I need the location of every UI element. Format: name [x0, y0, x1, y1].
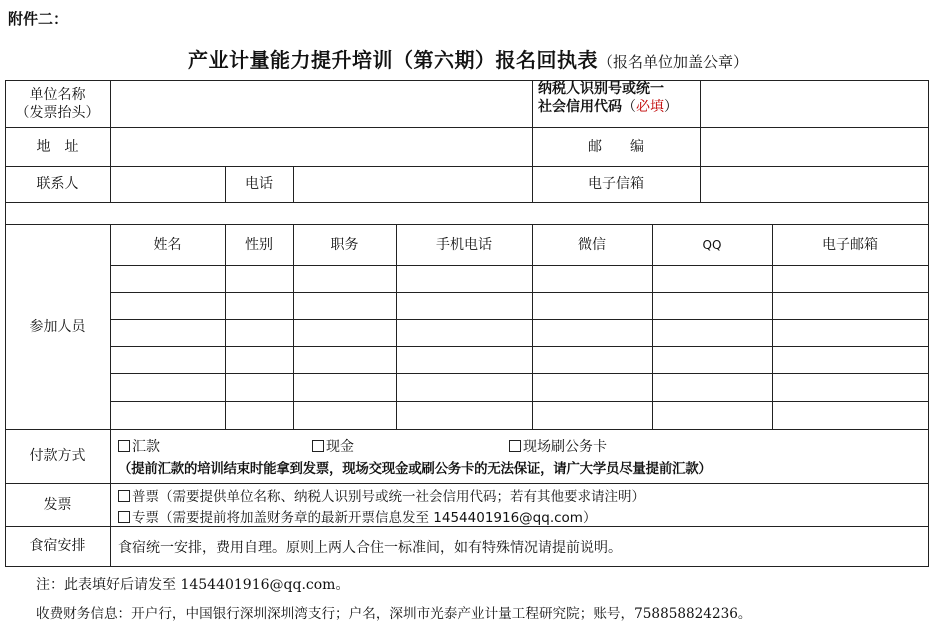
col-email: 电子邮箱	[822, 236, 878, 253]
phone-label: 电话	[245, 176, 273, 192]
invoice-option-normal-label: 普票（需要提供单位名称、纳税人识别号或统一社会信用代码；若有其他要求请注明）	[132, 489, 645, 505]
checkbox-icon[interactable]	[118, 440, 130, 452]
tax-id-label	[538, 80, 700, 127]
tax-id-field[interactable]	[701, 81, 928, 127]
attachment-label: 附件二：	[8, 10, 69, 28]
email-field[interactable]	[701, 167, 928, 202]
email-label: 电子信箱	[588, 176, 644, 192]
table-row[interactable]	[111, 374, 928, 401]
tax-id-label-line1: 纳税人识别号或统一	[538, 81, 664, 97]
phone-field[interactable]	[294, 167, 532, 202]
payment-option-cash[interactable]	[312, 436, 354, 456]
tax-required-close: ）	[664, 99, 678, 115]
payment-label: 付款方式	[29, 448, 86, 464]
payment-option-cash-label: 现金	[326, 439, 354, 455]
company-name-label	[5, 80, 110, 127]
invoice-label: 发票	[43, 496, 72, 513]
checkbox-icon[interactable]	[312, 440, 324, 452]
table-row[interactable]	[111, 266, 928, 292]
checkbox-icon[interactable]	[509, 440, 521, 452]
table-row[interactable]	[111, 320, 928, 346]
payment-option-transfer[interactable]	[118, 436, 160, 456]
company-name-label-line2: （发票抬头）	[15, 104, 100, 121]
form-title-main: 产业计量能力提升培训（第六期）报名回执表	[187, 48, 598, 72]
payment-option-card[interactable]	[509, 436, 607, 456]
col-gender: 性别	[245, 236, 273, 253]
footer-bank-info: 收费财务信息：开户行，中国银行深圳深圳湾支行；户名，深圳市光泰产业计量工程研究院；账号，758858824236。	[36, 606, 752, 622]
contact-label: 联系人	[36, 176, 79, 192]
form-title	[0, 44, 936, 73]
company-name-label-line1: 单位名称	[29, 86, 86, 103]
col-qq: QQ	[702, 237, 722, 252]
participants-label: 参加人员	[29, 318, 86, 335]
company-name-field[interactable]	[111, 81, 532, 127]
col-wechat: 微信	[578, 236, 606, 253]
tax-required-mark: 必填	[636, 99, 664, 115]
col-mobile: 手机电话	[436, 236, 492, 253]
table-row[interactable]	[111, 402, 928, 429]
payment-option-card-label: 现场刷公务卡	[523, 439, 607, 455]
address-field[interactable]	[111, 128, 532, 166]
address-label: 地 址	[36, 138, 79, 155]
invoice-option-special[interactable]	[118, 506, 596, 526]
col-name: 姓名	[153, 236, 182, 253]
invoice-option-special-label: 专票（需要提前将加盖财务章的最新开票信息发至 1454401916@qq.com）	[132, 510, 597, 526]
footer-note: 注：此表填好后请发至 1454401916@qq.com。	[36, 577, 350, 593]
postcode-field[interactable]	[701, 128, 928, 166]
lodging-text: 食宿统一安排，费用自理。原则上两人合住一标准间，如有特殊情况请提前说明。	[118, 540, 622, 556]
payment-option-transfer-label: 汇款	[132, 439, 160, 455]
invoice-option-normal[interactable]	[118, 485, 645, 505]
payment-note: （提前汇款的培训结束时能拿到发票，现场交现金或刷公务卡的无法保证，请广大学员尽量提前汇款）	[118, 461, 712, 477]
checkbox-icon[interactable]	[118, 511, 130, 523]
table-row[interactable]	[111, 293, 928, 319]
lodging-label: 食宿安排	[29, 538, 86, 554]
col-position: 职务	[330, 236, 359, 253]
tax-id-label-line2: 社会信用代码	[538, 99, 622, 115]
postcode-label: 邮 编	[588, 138, 644, 155]
checkbox-icon[interactable]	[118, 490, 130, 502]
contact-field[interactable]	[111, 167, 225, 202]
table-row[interactable]	[111, 347, 928, 373]
form-title-note: （报名单位加盖公章）	[597, 53, 748, 71]
tax-required-open: （	[622, 99, 636, 115]
